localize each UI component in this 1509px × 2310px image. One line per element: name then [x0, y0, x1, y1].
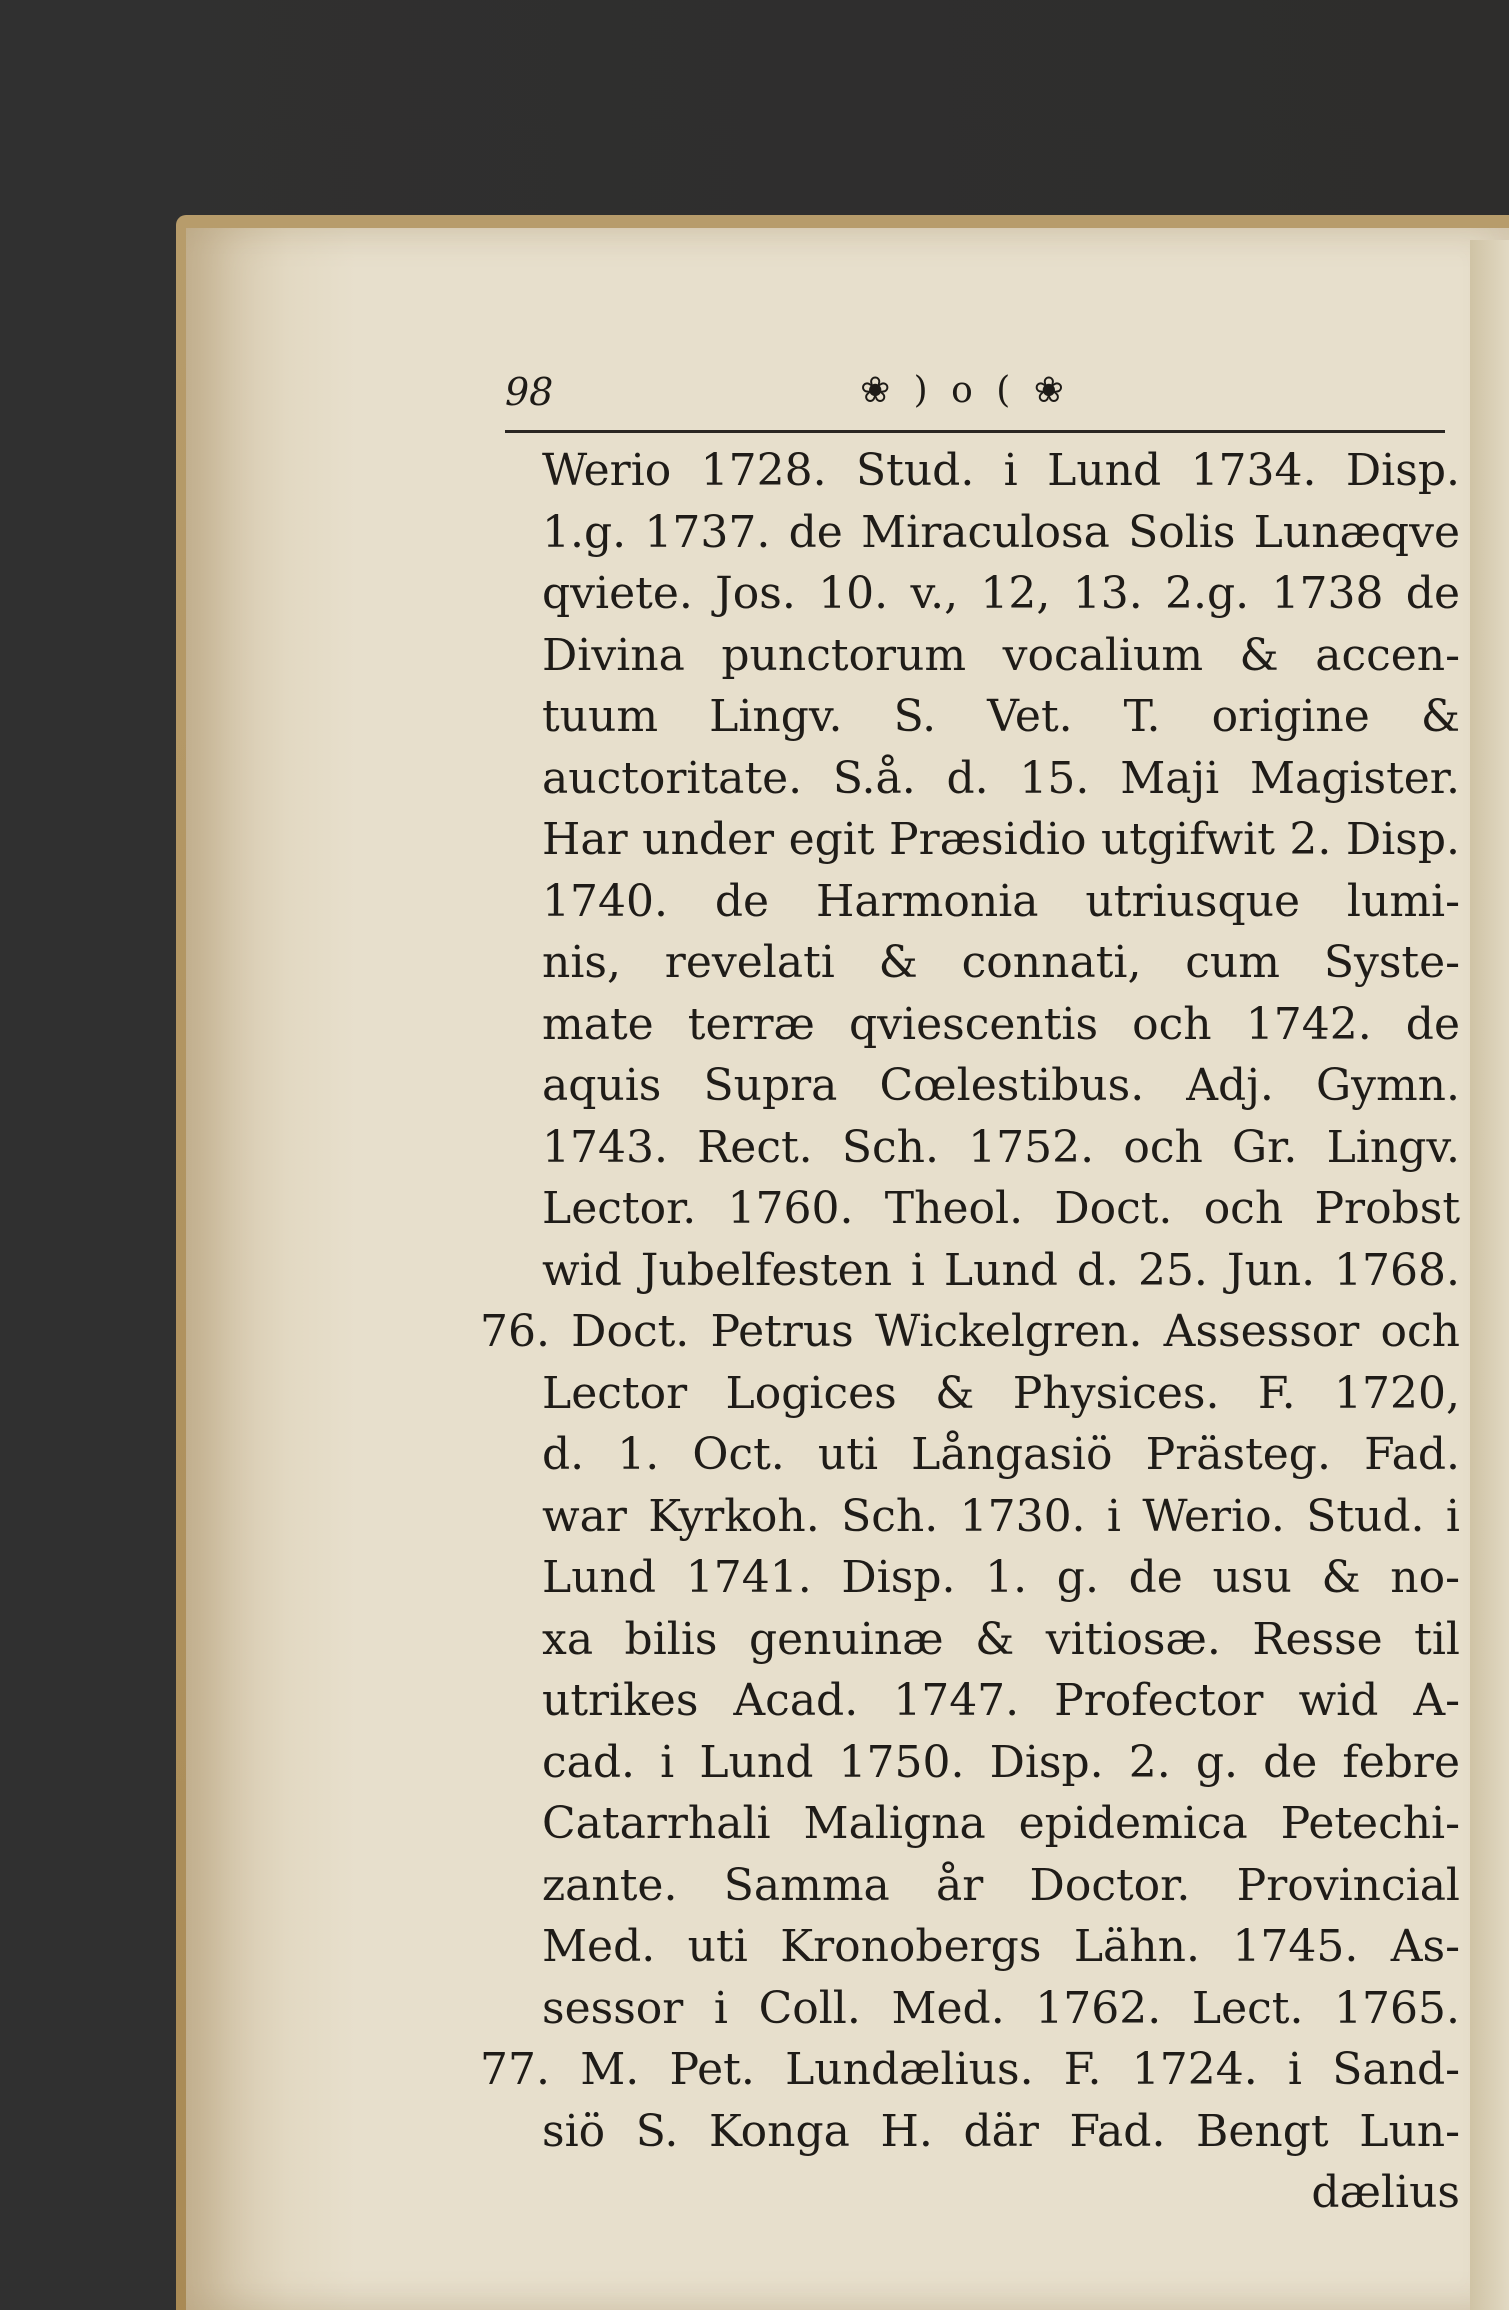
text-line: nis, revelati & connati, cum Syste- [542, 937, 1460, 988]
body-text [480, 440, 1460, 2224]
text-line-entry-77: 77. M. Pet. Lundælius. F. 1724. i Sand- [480, 2044, 1460, 2095]
page-number: 98 [505, 370, 554, 414]
text-line: Lector Logices & Physices. F. 1720, [542, 1367, 1460, 1419]
text-line: xa bilis genuinæ & vitiosæ. Resse til [542, 1613, 1460, 1665]
text-line: d. 1. Oct. uti Långasiö Prästeg. Fad. [542, 1429, 1460, 1480]
text-line: Har under egit Præsidio utgifwit 2. Disp. [542, 814, 1460, 865]
text-line: Lector. 1760. Theol. Doct. och Probst [542, 1183, 1460, 1234]
text-line: Werio 1728. Stud. i Lund 1734. Disp. [542, 445, 1460, 496]
text-line: tuum Lingv. S. Vet. T. origine & [542, 691, 1460, 742]
text-line: utrikes Acad. 1747. Profector wid A- [542, 1675, 1460, 1726]
text-line-catchword: dælius [1311, 2167, 1460, 2218]
text-line: siö S. Konga H. där Fad. Bengt Lun- [542, 2105, 1460, 2157]
text-line: auctoritate. S.å. d. 15. Maji Magister. [542, 752, 1460, 804]
text-line: 1.g. 1737. de Miraculosa Solis Lunæqve [542, 506, 1460, 558]
text-line: 1740. de Harmonia utriusque lumi- [542, 875, 1460, 927]
text-line: war Kyrkoh. Sch. 1730. i Werio. Stud. i [542, 1490, 1460, 1542]
text-line: qviete. Jos. 10. v., 12, 13. 2.g. 1738 de [542, 568, 1460, 619]
text-line: aquis Supra Cœlestibus. Adj. Gymn. [542, 1060, 1460, 1111]
text-line-entry-76: 76. Doct. Petrus Wickelgren. Assessor och [480, 1306, 1460, 1357]
header-rule [505, 430, 1445, 433]
text-line: Divina punctorum vocalium & accen- [542, 629, 1460, 681]
header-ornament: ❀ ) o ( ❀ [860, 370, 1070, 411]
text-line: Med. uti Kronobergs Lähn. 1745. As- [542, 1921, 1460, 1972]
page-right-edge [1470, 240, 1509, 2310]
text-line: mate terræ qviescentis och 1742. de [542, 998, 1460, 1050]
page-header [505, 370, 1445, 434]
text-line: sessor i Coll. Med. 1762. Lect. 1765. [542, 1982, 1460, 2034]
page-gutter-shadow [186, 228, 356, 2310]
text-line: 1743. Rect. Sch. 1752. och Gr. Lingv. [542, 1121, 1460, 1173]
text-line: zante. Samma år Doctor. Provincial [542, 1859, 1460, 1911]
text-line: Lund 1741. Disp. 1. g. de usu & no- [542, 1552, 1460, 1603]
text-line: wid Jubelfesten i Lund d. 25. Jun. 1768. [542, 1244, 1460, 1296]
text-line: cad. i Lund 1750. Disp. 2. g. de febre [542, 1736, 1460, 1788]
text-line: Catarrhali Maligna epidemica Petechi- [542, 1798, 1460, 1849]
